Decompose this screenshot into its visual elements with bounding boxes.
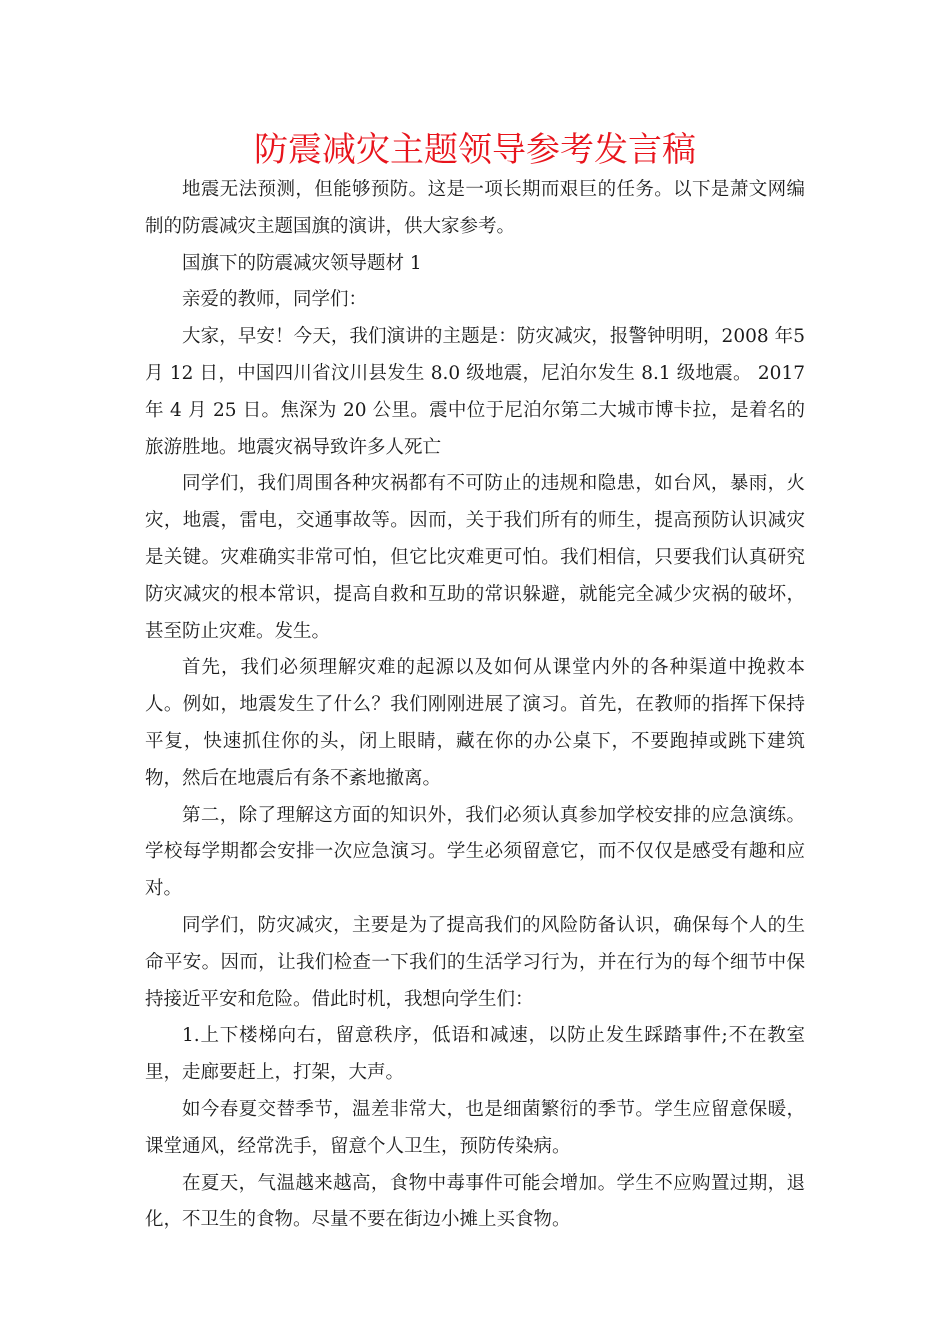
paragraph-body: 如今春夏交替季节，温差非常大，也是细菌繁衍的季节。学生应留意保暖，课堂通风，经常洗手，留意个人卫生，预防传染病。 <box>145 1098 805 1157</box>
paragraph-body: 在夏天，气温越来越高，食物中毒事件可能会增加。学生不应购置过期，退化，不卫生的食物。尽量不要在街边小摊上买食物。 <box>145 1172 805 1231</box>
paragraph-greeting: 亲爱的教师，同学们： <box>182 289 368 311</box>
document-title: 防震减灾主题领导参考发言稿 <box>254 130 696 170</box>
paragraph-subtitle: 国旗下的防震减灾领导题材 1 <box>182 252 422 274</box>
paragraph-list-item: 1.上下楼梯向右，留意秩序，低语和减速，以防止发生踩踏事件;不在教室里，走廊要赶上，打架，大声。 <box>145 1025 805 1084</box>
paragraph-body: 同学们，我们周围各种灾祸都有不可防止的违规和隐患，如台风，暴雨，火灾，地震，雷电，交通事故等。因而，关于我们所有的师生，提高预防认识减灾是关键。灾难确实非常可怕，但它比灾难更可怕。我们相信，只要我们认真研究防灾减灾的根本常识，提高自救和互助的常识躲避，就能完全减少灾祸的破坏，甚至防止灾难。发生。 <box>145 473 805 642</box>
paragraph-intro: 地震无法预测，但能够预防。这是一项长期而艰巨的任务。以下是萧文网编制的防震减灾主题国旗的演讲，供大家参考。 <box>145 179 805 237</box>
paragraph-body: 首先，我们必须理解灾难的起源以及如何从课堂内外的各种渠道中挽救本人。例如，地震发生了什么？我们刚刚进展了演习。首先，在教师的指挥下保持平复，快速抓住你的头，闭上眼睛，藏在你的办公桌下，不要跑掉或跳下建筑物，然后在地震后有条不紊地撤离。 <box>145 657 805 789</box>
paragraph-body: 同学们，防灾减灾，主要是为了提高我们的风险防备认识，确保每个人的生命平安。因而，让我们检查一下我们的生活学习行为，并在行为的每个细节中保持接近平安和危险。借此时机，我想向学生们： <box>145 914 805 1010</box>
paragraph-body: 大家，早安！今天，我们演讲的主题是：防灾减灾，报警钟明明，2008 年5 月 12 日，中国四川省汶川县发生 8.0 级地震，尼泊尔发生 8.1 级地震。 2017 年 4 月 25 日。焦深为 20 公里。震中位于尼泊尔第二大城市博卡拉，是着名的旅游胜地。地震灾祸导致许多人死亡 <box>145 326 805 458</box>
document-body <box>145 172 805 1239</box>
paragraph-body: 第二，除了理解这方面的知识外，我们必须认真参加学校安排的应急演练。学校每学期都会安排一次应急演习。学生必须留意它，而不仅仅是感受有趣和应对。 <box>145 804 805 900</box>
